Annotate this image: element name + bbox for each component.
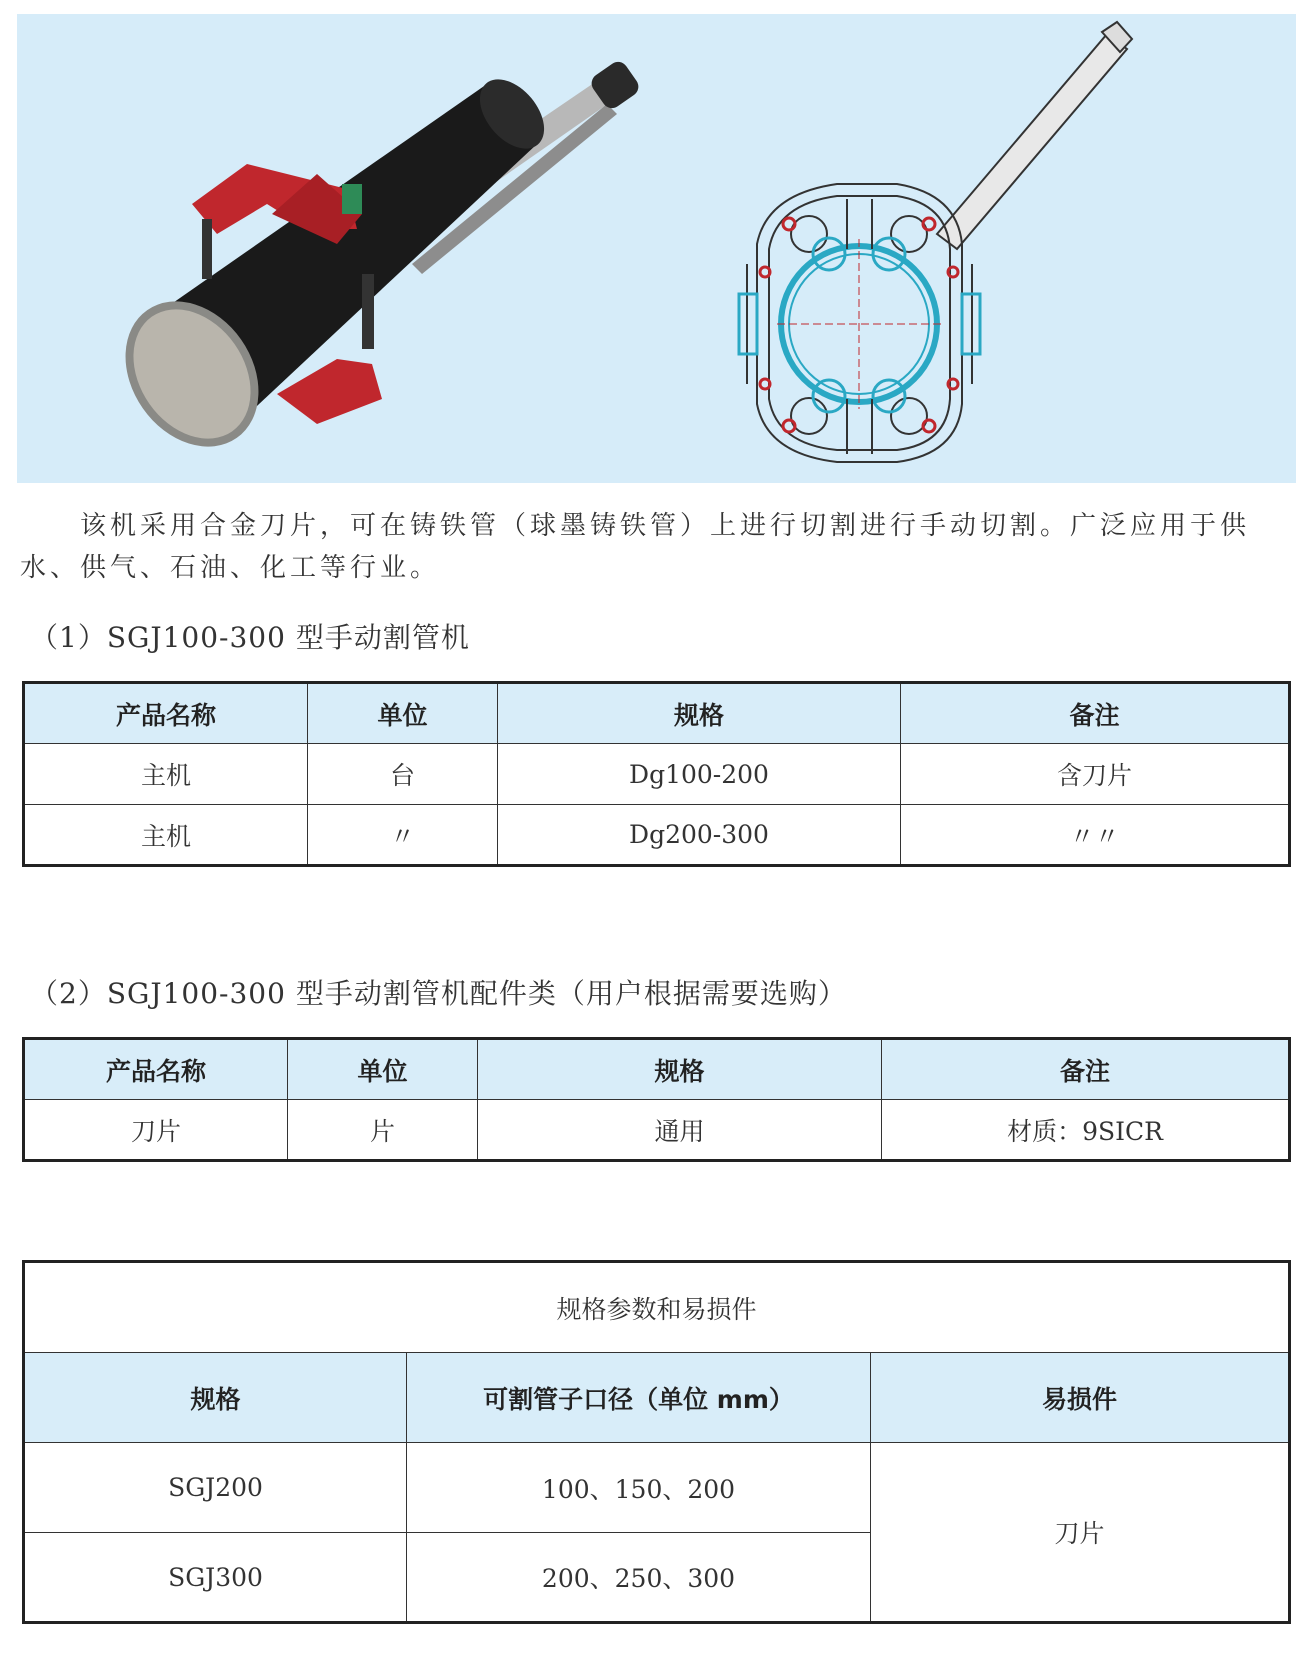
header-unit: 单位 xyxy=(288,1039,478,1100)
pipe-cutter-diagram xyxy=(739,22,1132,462)
cell-spec: Dg100-200 xyxy=(498,744,901,805)
cell-product-name: 主机 xyxy=(24,744,308,805)
pipe-cutter-photo xyxy=(98,58,642,472)
section1-title: （1）SGJ100-300 型手动割管机 xyxy=(30,621,470,654)
cell-remark: 材质：9SICR xyxy=(882,1100,1290,1161)
section2-table xyxy=(22,1037,1291,1162)
cell-unit: 片 xyxy=(288,1100,478,1161)
table-row xyxy=(24,1100,1290,1161)
header-remark: 备注 xyxy=(882,1039,1290,1100)
product-image-panel xyxy=(17,14,1296,483)
cell-unit: 〃 xyxy=(308,805,498,866)
table-caption: 规格参数和易损件 xyxy=(24,1262,1290,1353)
header-remark: 备注 xyxy=(901,683,1290,744)
header-spec: 规格 xyxy=(24,1353,407,1443)
header-spec: 规格 xyxy=(498,683,901,744)
table-row xyxy=(24,1443,1290,1533)
product-illustrations xyxy=(17,14,1296,483)
cell-pipe-diameter: 200、250、300 xyxy=(407,1533,871,1623)
cell-spec: Dg200-300 xyxy=(498,805,901,866)
table-caption-row xyxy=(24,1262,1290,1353)
section2-title: （2）SGJ100-300 型手动割管机配件类（用户根据需要选购） xyxy=(30,977,847,1010)
header-product-name: 产品名称 xyxy=(24,1039,288,1100)
table-header-row xyxy=(24,683,1290,744)
cell-wear-part: 刀片 xyxy=(871,1443,1290,1623)
header-product-name: 产品名称 xyxy=(24,683,308,744)
header-pipe-diameter: 可割管子口径（单位 mm） xyxy=(407,1353,871,1443)
table-row xyxy=(24,744,1290,805)
cell-pipe-diameter: 100、150、200 xyxy=(407,1443,871,1533)
cell-product-name: 主机 xyxy=(24,805,308,866)
header-wear-part: 易损件 xyxy=(871,1353,1290,1443)
cell-remark: 含刀片 xyxy=(901,744,1290,805)
cell-spec: 通用 xyxy=(478,1100,882,1161)
cell-spec: SGJ200 xyxy=(24,1443,407,1533)
table-header-row xyxy=(24,1039,1290,1100)
cell-remark: 〃〃 xyxy=(901,805,1290,866)
intro-paragraph: 该机采用合金刀片，可在铸铁管（球墨铸铁管）上进行切割进行手动切割。广泛应用于供水、供气、石油、化工等行业。 xyxy=(20,511,1251,583)
cell-unit: 台 xyxy=(308,744,498,805)
table-row xyxy=(24,805,1290,866)
header-spec: 规格 xyxy=(478,1039,882,1100)
cell-spec: SGJ300 xyxy=(24,1533,407,1623)
header-unit: 单位 xyxy=(308,683,498,744)
cell-product-name: 刀片 xyxy=(24,1100,288,1161)
section1-table xyxy=(22,681,1291,867)
spec-params-table xyxy=(22,1260,1291,1624)
table-header-row xyxy=(24,1353,1290,1443)
